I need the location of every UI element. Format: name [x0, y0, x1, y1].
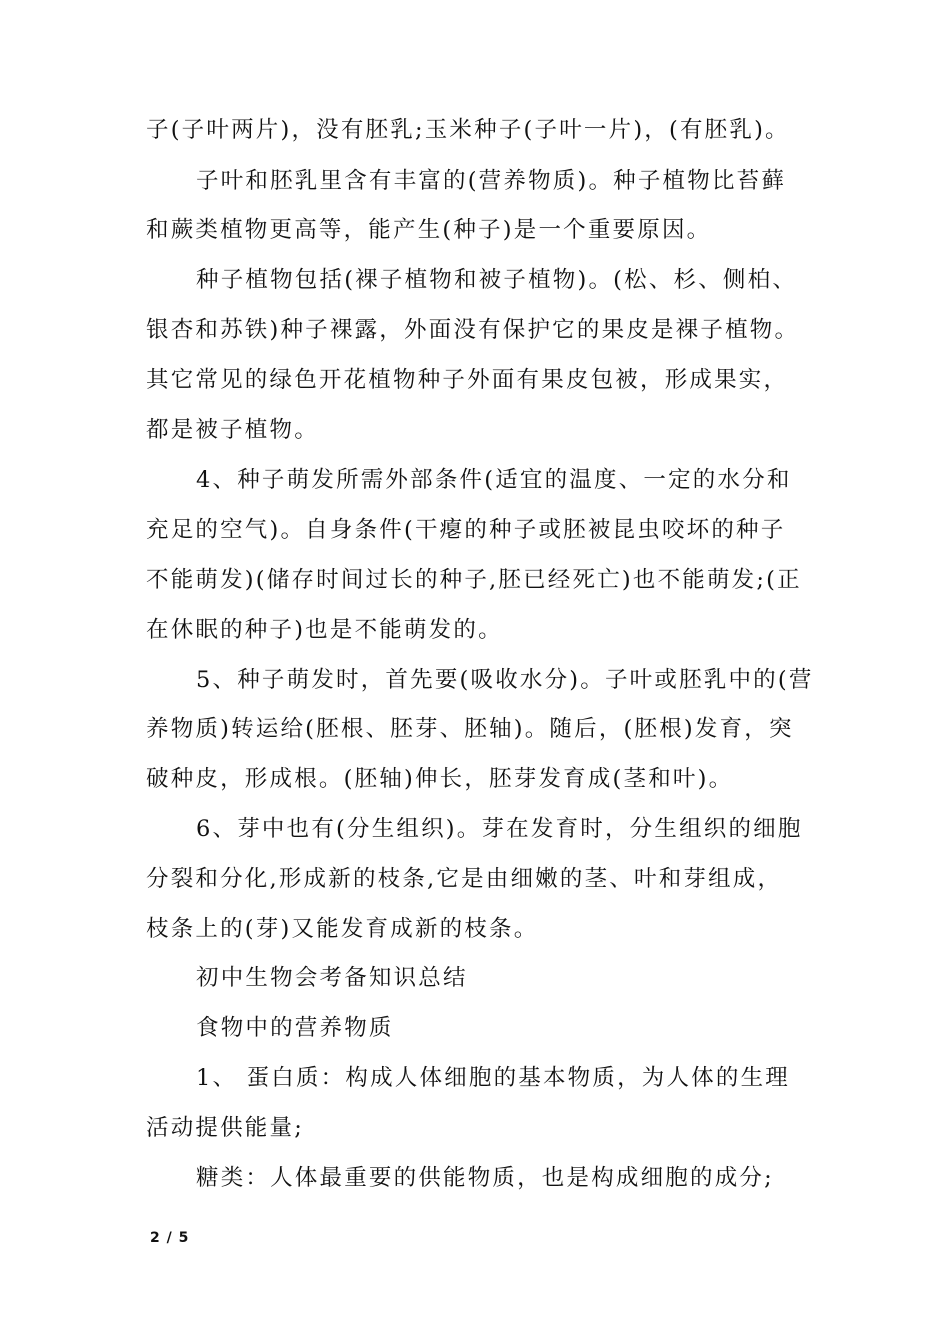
text-line: 6、芽中也有(分生组织)。芽在发育时，分生组织的细胞 [196, 816, 803, 842]
text-line: 养物质)转运给(胚根、胚芽、胚轴)。随后，(胚根)发育，突 [146, 716, 794, 742]
text-line: 充足的空气)。自身条件(干瘪的种子或胚被昆虫咬坏的种子 [146, 517, 786, 543]
text-line: 种子植物包括(裸子植物和被子植物)。(松、杉、侧柏、 [196, 267, 798, 293]
section-heading: 初中生物会考备知识总结 [196, 965, 468, 991]
text-line: 都是被子植物。 [146, 417, 319, 443]
page-number: 2 / 5 [150, 1230, 190, 1246]
text-line: 在休眠的种子)也是不能萌发的。 [146, 617, 503, 643]
text-line: 糖类：人体最重要的供能物质，也是构成细胞的成分; [196, 1165, 774, 1191]
text-line: 子叶和胚乳里含有丰富的(营养物质)。种子植物比苔藓 [196, 168, 787, 194]
text-line: 和蕨类植物更高等，能产生(种子)是一个重要原因。 [146, 217, 712, 243]
text-line: 子(子叶两片)，没有胚乳;玉米种子(子叶一片)，(有胚乳)。 [146, 117, 790, 143]
text-line: 5、种子萌发时，首先要(吸收水分)。子叶或胚乳中的(营 [196, 667, 814, 693]
text-line: 分裂和分化,形成新的枝条,它是由细嫩的茎、叶和芽组成， [146, 866, 783, 892]
text-line: 活动提供能量; [146, 1115, 304, 1141]
text-line: 1、 蛋白质：构成人体细胞的基本物质，为人体的生理 [196, 1065, 790, 1091]
text-line: 枝条上的(芽)又能发育成新的枝条。 [146, 916, 539, 942]
text-line: 其它常见的绿色开花植物种子外面有果皮包被，形成果实， [146, 367, 789, 393]
text-line: 破种皮，形成根。(胚轴)伸长，胚芽发育成(茎和叶)。 [146, 766, 734, 792]
text-line: 不能萌发)(储存时间过长的种子,胚已经死亡)也不能萌发;(正 [146, 567, 802, 593]
text-line: 银杏和苏铁)种子裸露，外面没有保护它的果皮是裸子植物。 [146, 317, 800, 343]
section-subheading: 食物中的营养物质 [196, 1015, 394, 1041]
text-line: 4、种子萌发所需外部条件(适宜的温度、一定的水分和 [196, 467, 792, 493]
